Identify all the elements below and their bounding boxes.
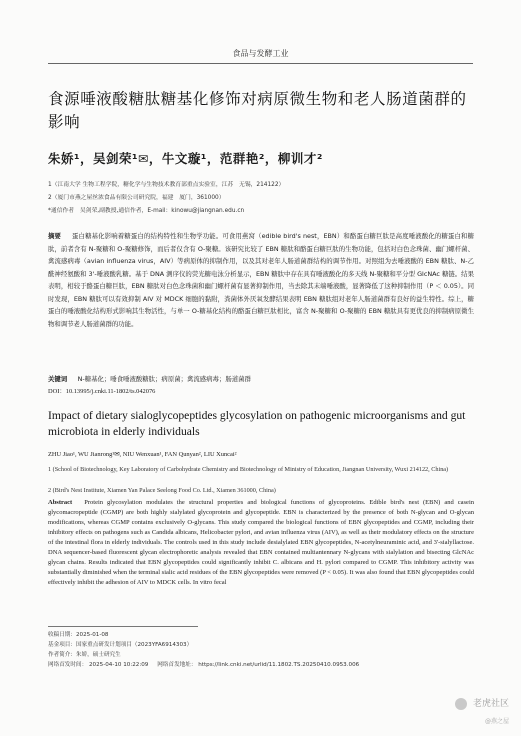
pub-addr-link[interactable]: https://link.cnki.net/urlid/11.1802.TS.20250410.0953.006 <box>198 662 360 668</box>
corresponding-author: *通信作者 吴剑荣,副教授,通信作者，E-mail：kinowu@jiangnan.edu.cn <box>48 208 245 214</box>
english-abstract-label: Abstract <box>48 499 73 506</box>
publication-info <box>48 660 478 670</box>
english-authors: ZHU Jiao¹, WU Jianrong¹✉, NIU Wenxuan¹, FAN Qunyan², LIU Xuncai² <box>48 451 237 458</box>
chinese-affiliation-2: 2（厦门市燕之屋丝浓食品有限公司研究院，福建 厦门，361000） <box>48 195 225 201</box>
watermark <box>455 696 509 710</box>
english-affiliation-1: 1 (School of Biotechnology, Key Laboratory of Carbohydrate Chemistry and Biotechnology of Ministry of Education, Jiangnan University, Wuxi 214122, China) <box>48 466 449 473</box>
footnote-rule <box>48 626 198 627</box>
watermark-text: 老虎社区 <box>472 699 509 709</box>
received-date: 收稿日期：2025-01-08 <box>48 632 109 638</box>
pub-time: 2025-04-10 10:22:09 <box>88 662 149 668</box>
english-abstract-text: Protein glycosylation modulates the structural properties and biological functions of glycoproteins. Edible bird's nest (EBN) and casein glycomacropeptide (CGMP) are both highly sialylated glycoprotein and glycopeptide. EBN is characterized by the presence of both N-glycan and O-glycan modifications, whereas CGMP contains exclusively O-glycans. This study compared the biological functions of EBN glycopeptides and CGMP, including their inhibitory effects on pathogens such as Candida albicans, Helicobacter pylori, and avian influenza virus (AIV), as well as their modulatory effects on the structure of the intestinal flora in elderly individuals. The controls used in this study include desialylated EBN glycopeptides, N-acetylneuraminic acid, and 3'-sialyllactose. DNA sequencer-based fluorescent glycan electrophoretic analysis revealed that EBN contained multiantennary N-glycans with sialylation and bisecting GlcNAc glycan chains. Results indicated that EBN glycopeptides could significantly inhibit C. albicans and H. pylori compared to CGMP. This inhibitory activity was substantially diminished when the terminal sialic acid residues of the EBN glycopeptides were removed (P < 0.05). It was also found that EBN glycopeptides could effectively inhibit the adhesion of AIV to MDCK cells. In vitro fecal <box>48 499 474 586</box>
watermark-sub: @燕之屋 <box>484 718 509 725</box>
chinese-keywords-label: 关键词 <box>48 375 68 383</box>
doi: DOI：10.13995/j.cnki.11-1802/ts.042076 <box>48 388 156 395</box>
pub-time-label: 网络首发时间： <box>48 662 88 668</box>
english-affiliation-2: 2 (Bird's Nest Institute, Xiamen Yan Palace Seelong Food Co. Ltd., Xiamen 361000, China) <box>48 487 276 494</box>
english-title: Impact of dietary sialoglycopeptides glycosylation on pathogenic microorganisms and gut microbiota in elderly individuals <box>48 409 466 438</box>
english-abstract <box>48 498 474 588</box>
chinese-affiliation-1: 1（江南大学 生物工程学院，糖化学与生物技术教育部重点实验室，江苏 无锡，214122） <box>48 182 285 188</box>
fund-info: 基金项目：国家重点研发计划项目（2023YFA6914303） <box>48 642 193 648</box>
pub-addr-label: 网络首发地址： <box>157 662 197 668</box>
chinese-abstract <box>48 230 474 330</box>
header-rule <box>48 63 473 64</box>
tiger-logo-icon <box>455 698 467 710</box>
chinese-keywords-text: N-糖基化；唾食唾液酸糖肽；病原菌；禽流感病毒；肠道菌群 <box>77 375 251 383</box>
chinese-title: 食源唾液酸糖肽糖基化修饰对病原微生物和老人肠道菌群的影响 <box>48 90 467 131</box>
author-bio: 作者简介：朱娇，硕士研究生 <box>48 652 121 658</box>
chinese-abstract-text: 蛋白糖基化影响着糖蛋白的结构特性和生物学功能。可食用燕窝（edible bird's nest，EBN）和酪蛋白糖巨肽是高度唾液酸化的糖蛋白和糖肽，前者含有 N-聚糖和 O-聚糖修饰，而后者仅含有 O-聚糖。该研究比较了 EBN 糖肽和酪蛋白糖巨肽的生物功能，包括对白色念珠菌、幽门螺杆菌、禽流感病毒（avian influenza virus，AIV）等病原体的抑制作用，以及其对老年人肠道菌群结构的调节作用。对照组为去唾液酸的 EBN 糖肽、N-乙酰神经氨酸和 3'-唾液酸乳糖。基于 DNA 测序仪的荧光糖电泳分析显示，EBN 糖肽中存在具有唾液酸化的多天线 N-聚糖和平分型 GlcNAc 糖链。结果表明，相较于酪蛋白糖巨肽，EBN 糖肽对白色念珠菌和幽门螺杆菌有显著抑制作用，当去除其末端唾液酸，显著降低了这种抑制作用（P ＜ 0.05）。同时发现，EBN 糖肽可以有效抑制 AIV 对 MDCK 细胞的黏附，粪菌体外厌氧发酵结果表明 EBN 糖肽组对老年人肠道菌群有良好的益生特性。综上，糖蛋白的唾液酸化结构形式影响其生物活性，与单一 O-糖基化结构的酪蛋白糖巨肽相比，富含 N-聚糖和 O-聚糖的 EBN 糖肽具有更优良的抑制病原微生物和调节老人肠道菌群的功能。 <box>48 232 474 328</box>
chinese-keywords <box>48 374 474 383</box>
footnotes <box>48 630 478 670</box>
journal-header: 食品与发酵工业 <box>232 49 289 58</box>
chinese-authors: 朱娇¹，吴剑荣¹✉，牛文璇¹，范群艳²，柳训才² <box>48 151 323 166</box>
chinese-abstract-label: 摘要 <box>48 232 62 240</box>
